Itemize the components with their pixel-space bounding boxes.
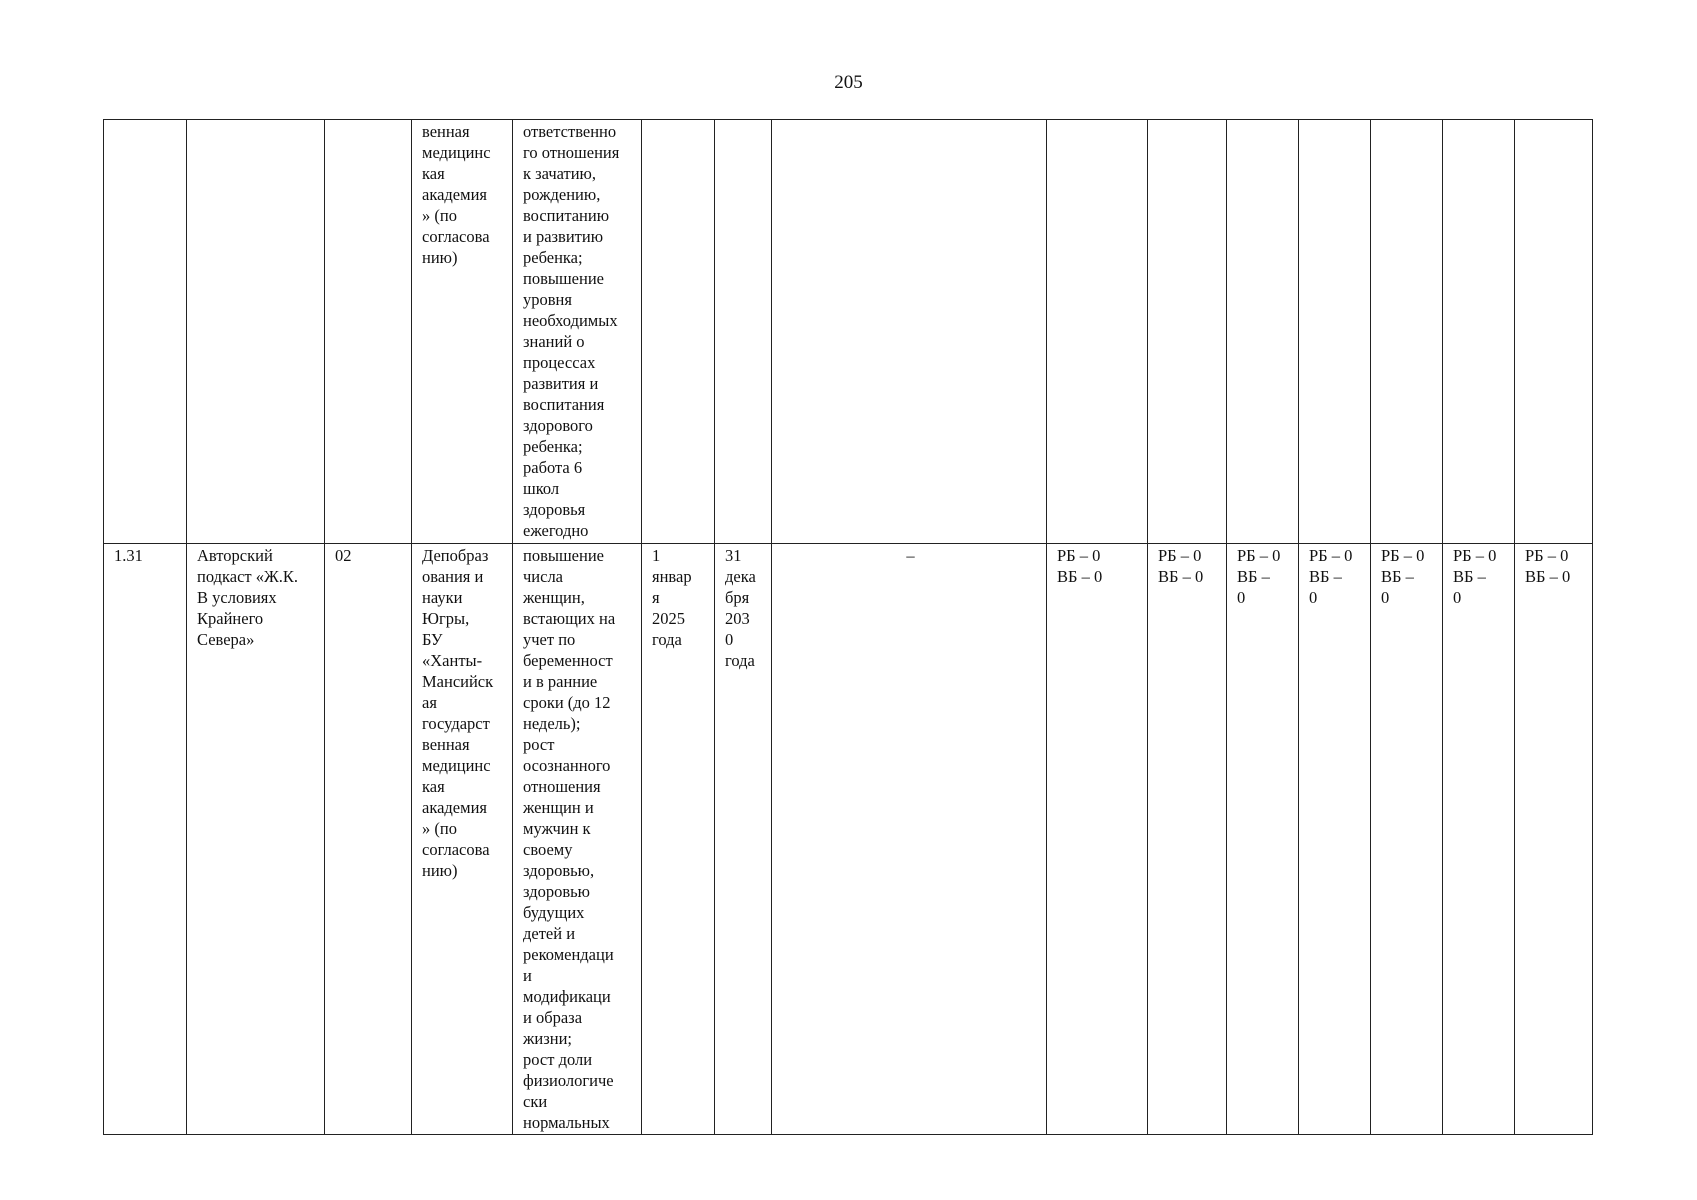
cell-code: 02 [325,544,412,1135]
cell-start-date [642,120,715,544]
cell-year-2: РБ – 0 ВБ – 0 [1227,544,1299,1135]
table-row [104,120,1593,544]
cell-year-1: РБ – 0 ВБ – 0 [1148,544,1227,1135]
cell-year-6: РБ – 0 ВБ – 0 [1515,544,1593,1135]
cell-start-date: 1 январ я 2025 года [642,544,715,1135]
cell-total: РБ – 0 ВБ – 0 [1047,544,1148,1135]
cell-year-4 [1371,120,1443,544]
table-row [104,544,1593,1135]
cell-result: повышение числа женщин, встающих на учет по беременност и в ранние сроки (до 12 недель); рост осознанного отношения женщин и мужчин к своему здоровью, здоровью будущих детей и рекомендаци и модификаци и образа жизни; рост доли физиологиче ски нормальных [513,544,642,1135]
cell-name [187,120,325,544]
cell-executor: Депобраз ования и науки Югры, БУ «Ханты- Мансийск ая государст венная медицинс кая академия » (по согласова нию) [412,544,513,1135]
cell-year-3: РБ – 0 ВБ – 0 [1299,544,1371,1135]
cell-link: – [772,544,1047,1135]
cell-number: 1.31 [104,544,187,1135]
cell-year-4: РБ – 0 ВБ – 0 [1371,544,1443,1135]
cell-year-5 [1443,120,1515,544]
cell-end-date: 31 дека бря 203 0 года [715,544,772,1135]
cell-year-1 [1148,120,1227,544]
cell-result: ответственно го отношения к зачатию, рождению, воспитанию и развитию ребенка; повышение уровня необходимых знаний о процессах развития и воспитания здорового ребенка; работа 6 школ здоровья ежегодно [513,120,642,544]
cell-total [1047,120,1148,544]
cell-number [104,120,187,544]
cell-year-3 [1299,120,1371,544]
cell-executor: венная медицинс кая академия » (по согласова нию) [412,120,513,544]
cell-year-6 [1515,120,1593,544]
cell-year-5: РБ – 0 ВБ – 0 [1443,544,1515,1135]
cell-end-date [715,120,772,544]
cell-name: Авторский подкаст «Ж.К. В условиях Крайнего Севера» [187,544,325,1135]
page-number: 205 [834,72,863,93]
cell-link [772,120,1047,544]
cell-year-2 [1227,120,1299,544]
program-table [103,119,1593,1135]
cell-code [325,120,412,544]
